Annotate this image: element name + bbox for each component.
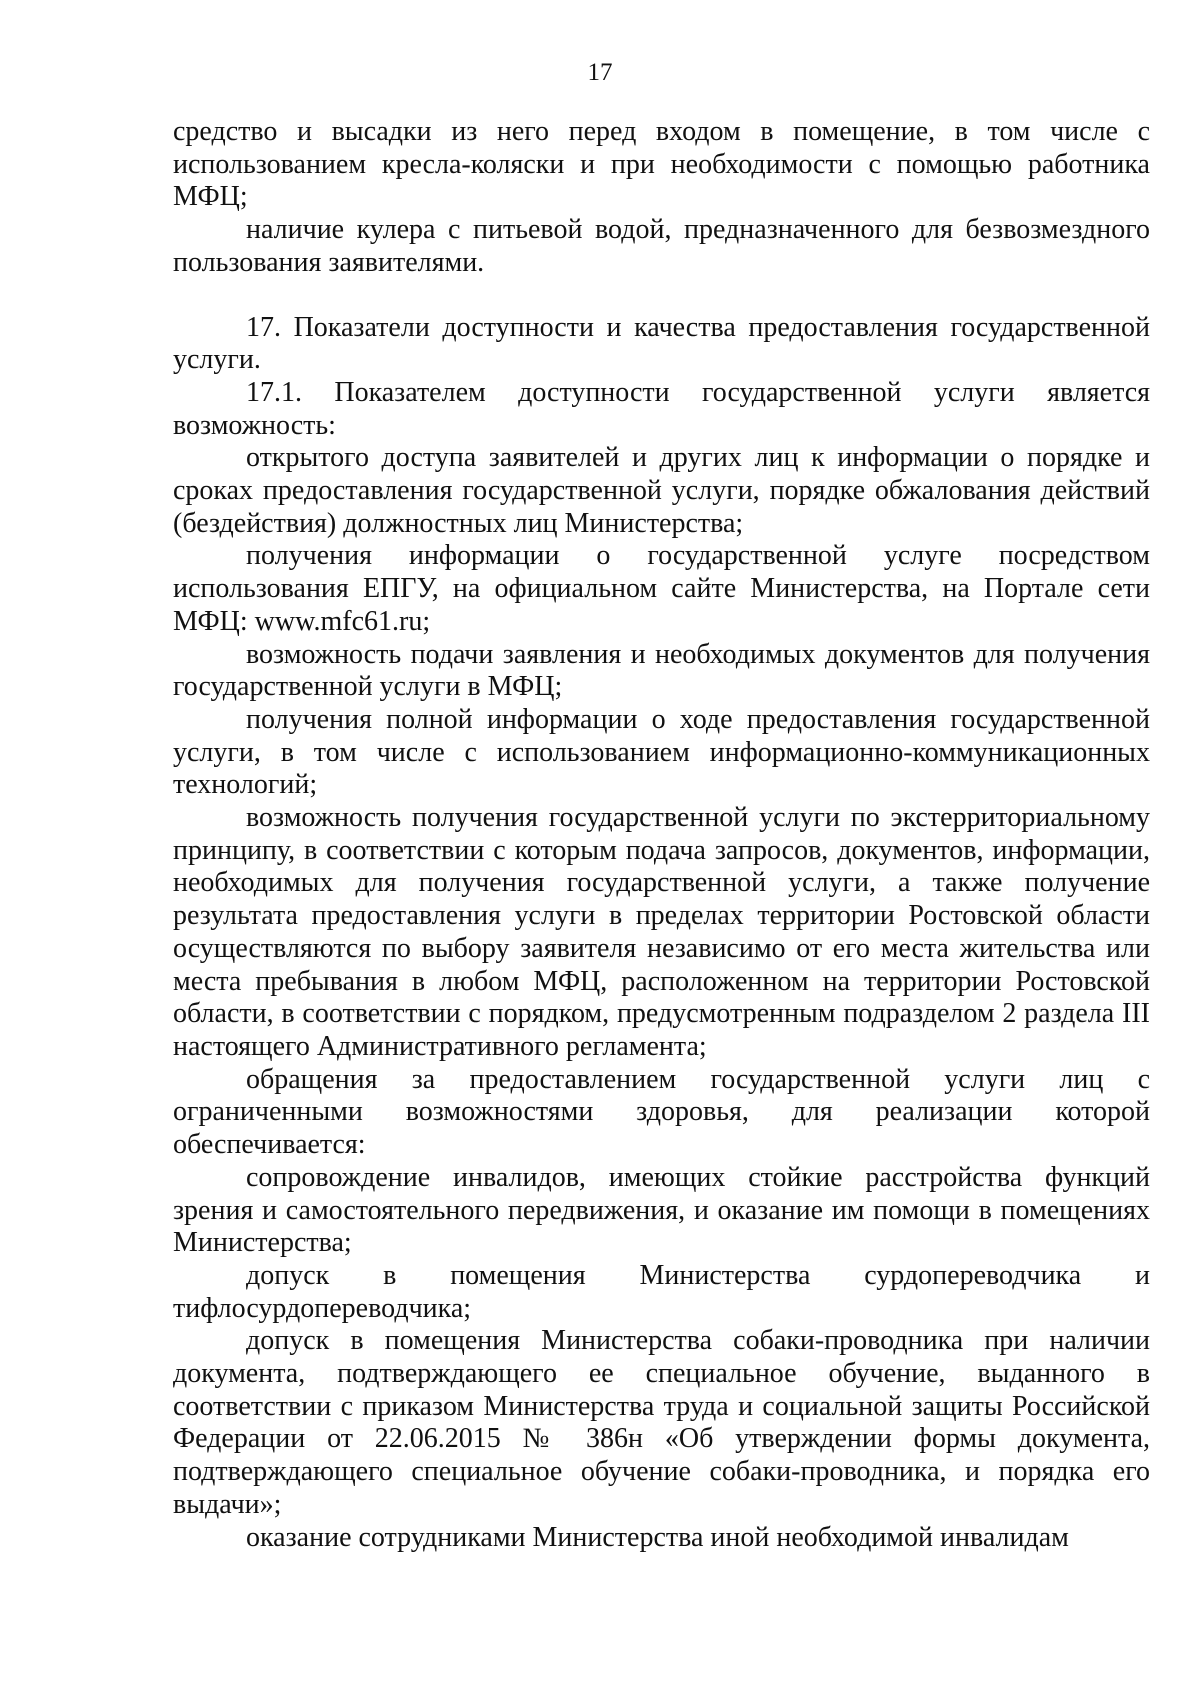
- paragraph-sign-interpreter: допуск в помещения Министерства сурдопереводчика и тифлосурдопереводчика;: [173, 1259, 1150, 1324]
- page-number: 17: [587, 59, 613, 86]
- paragraph-information-epgu: получения информации о государственной услуге посредством использования ЕПГУ, на официальном сайте Министерства, на Портале сети МФЦ: www.mfc61.ru;: [173, 540, 1150, 637]
- paragraph-full-information: получения полной информации о ходе предоставления государственной услуги, в том числе с использованием информационно-коммуникационных технологий;: [173, 703, 1150, 801]
- paragraph-application-mfc: возможность подачи заявления и необходимых документов для получения государственной услуги в МФЦ;: [173, 638, 1150, 703]
- paragraph-continuation: средство и высадки из него перед входом в помещение, в том числе с использованием кресла-коляски и при необходимости с помощью работника МФЦ;: [173, 116, 1150, 213]
- paragraph-open-access: открытого доступа заявителей и других лиц к информации о порядке и сроках предоставления государственной услуги, порядке обжалования действий (бездействия) должностных лиц Министерства;: [173, 442, 1150, 539]
- section-gap: [173, 280, 1150, 312]
- section-heading-17: 17. Показатели доступности и качества предоставления государственной услуги.: [173, 311, 1150, 376]
- paragraph-disabled-access: обращения за предоставлением государственной услуги лиц с ограниченными возможностями здоровья, для реализации которой обеспечивается:: [173, 1063, 1150, 1161]
- paragraph-guide-dog: допуск в помещения Министерства собаки-проводника при наличии документа, подтверждающего ее специальное обучение, выданного в соответствии с приказом Министерства труда и социальной защиты Российской Федерации от 22.06.2015 № 386н «Об утверждении формы документа, подтверждающего специальное обучение собаки-проводника, и порядка его выдачи»;: [173, 1325, 1150, 1520]
- paragraph-water-cooler: наличие кулера с питьевой водой, предназначенного для безвозмездного пользования заявителями.: [173, 214, 1150, 278]
- subsection-17-1: 17.1. Показателем доступности государственной услуги является возможность:: [173, 376, 1150, 441]
- paragraph-extraterritorial: возможность получения государственной услуги по экстерриториальному принципу, в соответствии с которым подача запросов, документов, информации, необходимых для получения государственной услуги, а также получение результата предоставления услуги в пределах территории Ростовской области осуществляются по выбору заявителя независимо от его места жительства или места пребывания в любом МФЦ, расположенном на территории Ростовской области, в соответствии с порядком, предусмотренным подразделом 2 раздела III настоящего Административного регламента;: [173, 802, 1150, 1062]
- paragraph-escort: сопровождение инвалидов, имеющих стойкие расстройства функций зрения и самостоятельного передвижения, и оказание им помощи в помещениях Министерства;: [173, 1161, 1150, 1259]
- paragraph-other-assistance: оказание сотрудниками Министерства иной необходимой инвалидам: [246, 1521, 1069, 1553]
- document-body: [173, 116, 1150, 1554]
